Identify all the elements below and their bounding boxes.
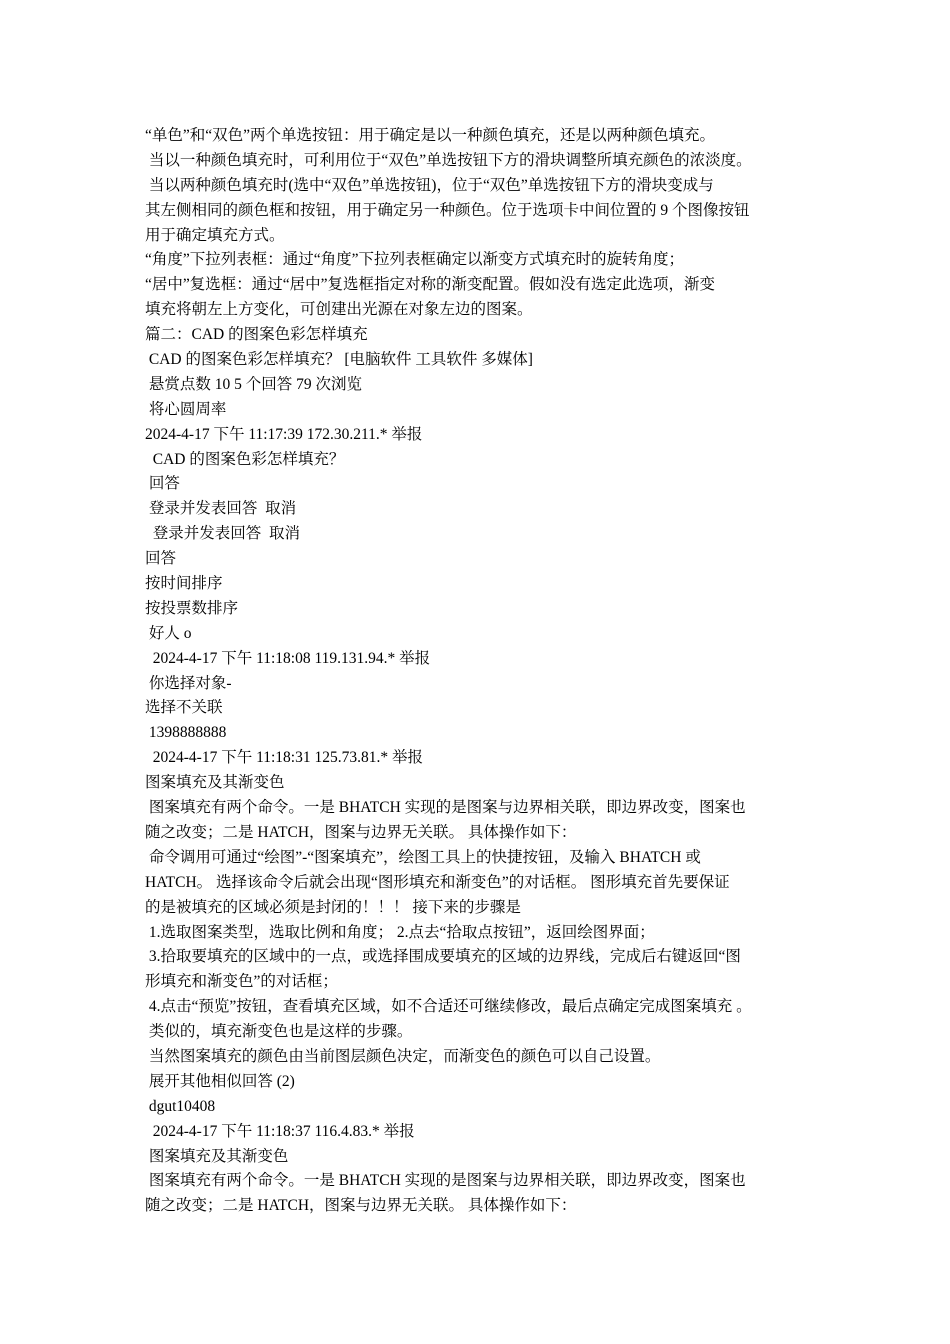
text-line: 填充将朝左上方变化，可创建出光源在对象左边的图案。 — [145, 301, 533, 319]
post-meta: 2024-4-17 下午 11:18:31 125.73.81.* 举报 — [145, 749, 423, 767]
answer-text: 选择不关联 — [145, 699, 223, 717]
text-line: “角度”下拉列表框：通过“角度”下拉列表框确定以渐变方式填充时的旋转角度； — [145, 251, 685, 269]
answer-text: 随之改变；二是 HATCH，图案与边界无关联。 具体操作如下： — [145, 1197, 577, 1215]
asker-name: 将心圆周率 — [145, 400, 227, 418]
question-text: CAD 的图案色彩怎样填充？ — [145, 450, 345, 468]
sort-by-votes: 按投票数排序 — [145, 599, 239, 617]
answer-text: 图案填充有两个命令。一是 BHATCH 实现的是图案与边界相关联，即边界改变，图案也 — [145, 799, 746, 817]
answer-text: 图案填充有两个命令。一是 BHATCH 实现的是图案与边界相关联，即边界改变，图案也 — [145, 1172, 746, 1190]
answer-title: 图案填充及其渐变色 — [145, 1147, 289, 1165]
post-meta: 2024-4-17 下午 11:18:37 116.4.83.* 举报 — [145, 1122, 415, 1140]
answer-label: 回答 — [145, 475, 180, 493]
answer-text: 类似的，填充渐变色也是这样的步骤。 — [145, 1023, 413, 1041]
post-meta: 2024-4-17 下午 11:17:39 172.30.211.* 举报 — [145, 425, 423, 443]
text-line: “居中”复选框：通过“居中”复选框指定对称的渐变配置。假如没有选定此选项，渐变 — [145, 276, 716, 294]
section-heading: 篇二：CAD 的图案色彩怎样填充 — [145, 326, 368, 344]
sort-by-time: 按时间排序 — [145, 575, 223, 593]
answerer-name: dgut10408 — [145, 1097, 216, 1115]
answer-title: 图案填充及其渐变色 — [145, 774, 285, 792]
answer-text: 的是被填充的区域必须是封闭的！！！ 接下来的步骤是 — [145, 898, 521, 916]
question-title: CAD 的图案色彩怎样填充？ [电脑软件 工具软件 多媒体] — [145, 351, 533, 369]
answer-step: 1.选取图案类型，选取比例和角度； 2.点去“拾取点按钮”，返回绘图界面； — [145, 923, 655, 941]
answer-text: HATCH。 选择该命令后就会出现“图形填充和渐变色”的对话框。 图形填充首先要保证 — [145, 873, 730, 891]
answers-heading: 回答 — [145, 550, 177, 568]
text-line: 当以一种颜色填充时，可利用位于“双色”单选按钮下方的滑块调整所填充颜色的浓淡度。 — [145, 151, 752, 169]
answer-text: 命令调用可通过“绘图”-“图案填充”，绘图工具上的快捷按钮，及输入 BHATCH 或 — [145, 848, 701, 866]
text-line: 用于确定填充方式。 — [145, 226, 285, 244]
answer-step: 3.拾取要填充的区域中的一点，或选择围成要填充的区域的边界线，完成后右键返回“图 — [145, 948, 741, 966]
login-answer-cancel: 登录并发表回答 取消 — [145, 525, 301, 543]
answer-step: 形填充和渐变色”的对话框； — [145, 973, 338, 991]
answer-text: 当然图案填充的颜色由当前图层颜色决定，而渐变色的颜色可以自己设置。 — [145, 1047, 661, 1065]
answer-text: 随之改变；二是 HATCH，图案与边界无关联。 具体操作如下： — [145, 823, 577, 841]
document-page — [145, 124, 825, 1219]
text-line: 当以两种颜色填充时(选中“双色”单选按钮)，位于“双色”单选按钮下方的滑块变成与 — [145, 176, 714, 194]
answer-step: 4.点击“预览”按钮，查看填充区域，如不合适还可继续修改，最后点确定完成图案填充 。 — [145, 998, 752, 1016]
text-line: “单色”和“双色”两个单选按钮：用于确定是以一种颜色填充，还是以两种颜色填充。 — [145, 127, 716, 144]
expand-similar-answers: 展开其他相似回答 (2) — [145, 1072, 295, 1090]
answerer-name: 1398888888 — [145, 724, 227, 742]
answer-text: 你选择对象- — [145, 674, 232, 692]
answerer-name: 好人 o — [145, 624, 192, 642]
question-stats: 悬赏点数 10 5 个回答 79 次浏览 — [145, 375, 363, 393]
post-meta: 2024-4-17 下午 11:18:08 119.131.94.* 举报 — [145, 649, 431, 667]
login-answer-cancel: 登录并发表回答 取消 — [145, 500, 297, 518]
text-line: 其左侧相同的颜色框和按钮，用于确定另一种颜色。位于选项卡中间位置的 9 个图像按钮 — [145, 201, 750, 219]
